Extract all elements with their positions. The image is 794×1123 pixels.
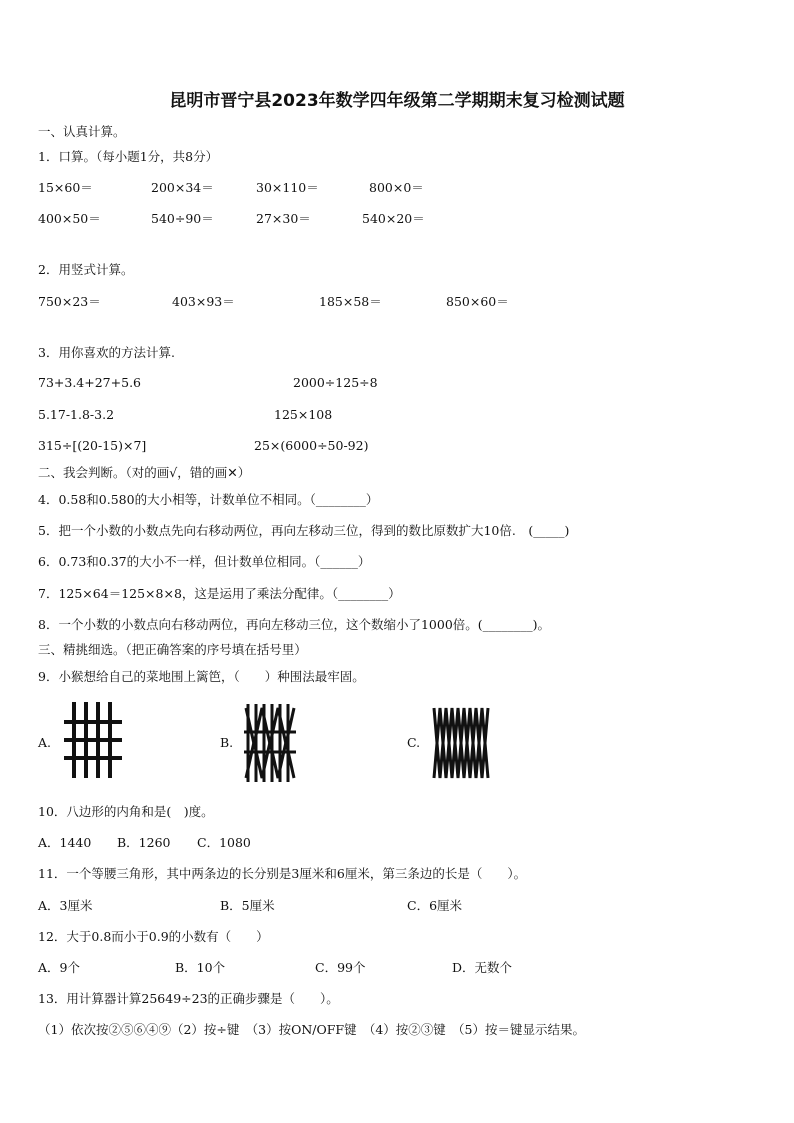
question-10-text: 10．八边形的内角和是( )度。: [38, 804, 214, 819]
mental-calc-item: 540÷90＝: [151, 211, 214, 226]
mental-calc-item: 400×50＝: [38, 211, 101, 226]
free-calc-item: 5.17-1.8-3.2: [38, 407, 115, 422]
judgement-question: 8．一个小数的小数点向右移动两位，再向左移动三位，这个数缩小了1000倍。(________)。: [38, 617, 551, 632]
section-heading-3: 三、精挑细选。（把正确答案的序号填在括号里）: [38, 642, 307, 657]
free-calc-item: 315÷[(20-15)×7]: [38, 438, 147, 453]
section-heading-1: 一、认真计算。: [38, 124, 126, 139]
page-title: 昆明市晋宁县2023年数学四年级第二学期期末复习检测试题: [169, 91, 625, 111]
option-a: A．1440: [38, 835, 92, 850]
option-a: A．3厘米: [38, 898, 93, 913]
option-d: D．无数个: [452, 960, 513, 975]
option-b: B．5厘米: [220, 898, 275, 913]
vertical-calc-item: 185×58＝: [319, 294, 382, 309]
judgement-question: 6．0.73和0.37的大小不一样，但计数单位相同。（______）: [38, 554, 371, 569]
calculator-steps: （1）依次按②⑤⑥④⑨（2）按÷键 （3）按ON/OFF键 （4）按②③键 （5）按＝键显示结果。: [38, 1022, 585, 1037]
option-c: C．99个: [315, 960, 366, 975]
option-c: C．6厘米: [407, 898, 463, 913]
vertical-calc-item: 850×60＝: [446, 294, 509, 309]
free-calc-item: 125×108: [274, 407, 333, 422]
question-12-text: 12．大于0.8而小于0.9的小数有（ ）: [38, 929, 269, 944]
fence-grid-illustration: [64, 702, 124, 778]
question-1-label: 1．口算。（每小题1分，共8分）: [38, 149, 219, 164]
fence-crosshatch-illustration: [432, 706, 490, 780]
option-b: B．10个: [175, 960, 226, 975]
question-3-label: 3．用你喜欢的方法计算.: [38, 345, 175, 360]
judgement-question: 7．125×64＝125×8×8，这是运用了乘法分配律。（________）: [38, 586, 401, 601]
judgement-question: 5．把一个小数的小数点先向右移动两位，再向左移动三位，得到的数比原数扩大10倍. (_____): [38, 523, 570, 538]
option-b: B．1260: [117, 835, 171, 850]
option-c-label: C.: [407, 735, 421, 750]
free-calc-item: 25×(6000÷50-92): [254, 438, 369, 453]
option-b-label: B.: [220, 735, 234, 750]
vertical-calc-item: 750×23＝: [38, 294, 101, 309]
option-a: A．9个: [38, 960, 80, 975]
mental-calc-item: 800×0＝: [369, 180, 424, 195]
free-calc-item: 2000÷125÷8: [293, 375, 378, 390]
mental-calc-item: 540×20＝: [362, 211, 425, 226]
fence-mixed-illustration: [244, 704, 296, 782]
question-9-text: 9．小猴想给自己的菜地围上篱笆，（ ）种围法最牢固。: [38, 669, 365, 684]
mental-calc-item: 27×30＝: [256, 211, 311, 226]
option-a-label: A.: [38, 735, 52, 750]
section-heading-2: 二、我会判断。（对的画√，错的画✕）: [38, 465, 251, 480]
mental-calc-item: 200×34＝: [151, 180, 214, 195]
judgement-question: 4．0.58和0.580的大小相等，计数单位不相同。（________）: [38, 492, 379, 507]
question-11-text: 11．一个等腰三角形，其中两条边的长分别是3厘米和6厘米，第三条边的长是（ ）。: [38, 866, 527, 881]
free-calc-item: 73+3.4+27+5.6: [38, 375, 141, 390]
question-2-label: 2．用竖式计算。: [38, 262, 134, 277]
mental-calc-item: 30×110＝: [256, 180, 319, 195]
mental-calc-item: 15×60＝: [38, 180, 93, 195]
option-c: C．1080: [197, 835, 251, 850]
question-13-text: 13．用计算器计算25649÷23的正确步骤是（ ）。: [38, 991, 339, 1006]
vertical-calc-item: 403×93＝: [172, 294, 235, 309]
